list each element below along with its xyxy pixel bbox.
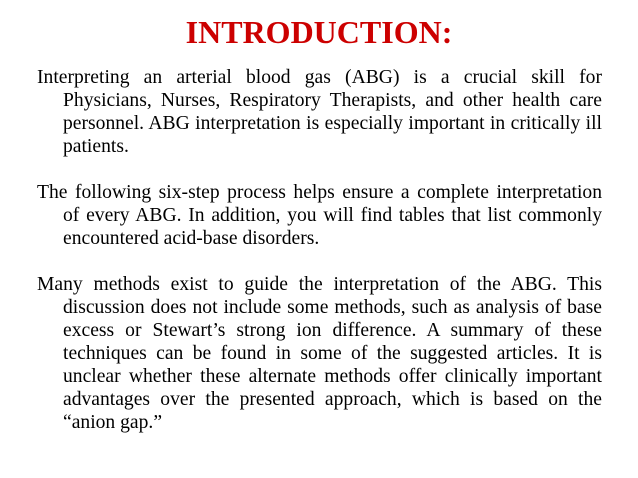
paragraph-intro: Interpreting an arterial blood gas (ABG) is a crucial skill for Physicians, Nurses, Respiratory Therapists, and other health care personnel. ABG interpretation is especially important in critically ill patients.: [37, 67, 602, 157]
slide-title: INTRODUCTION:: [185, 14, 453, 50]
paragraph-six-step: The following six-step process helps ensure a complete interpretation of every ABG. In addition, you will find tables that list commonly encountered acid-base disorders.: [37, 182, 602, 249]
paragraph-methods: Many methods exist to guide the interpretation of the ABG. This discussion does not include some methods, such as analysis of base excess or Stewart’s strong ion difference. A summary of these techniques can be found in some of the suggested articles. It is unclear whether these alternate methods offer clinically important advantages over the presented approach, which is based on the “anion gap.”: [37, 274, 602, 433]
slide-body: [37, 66, 602, 434]
